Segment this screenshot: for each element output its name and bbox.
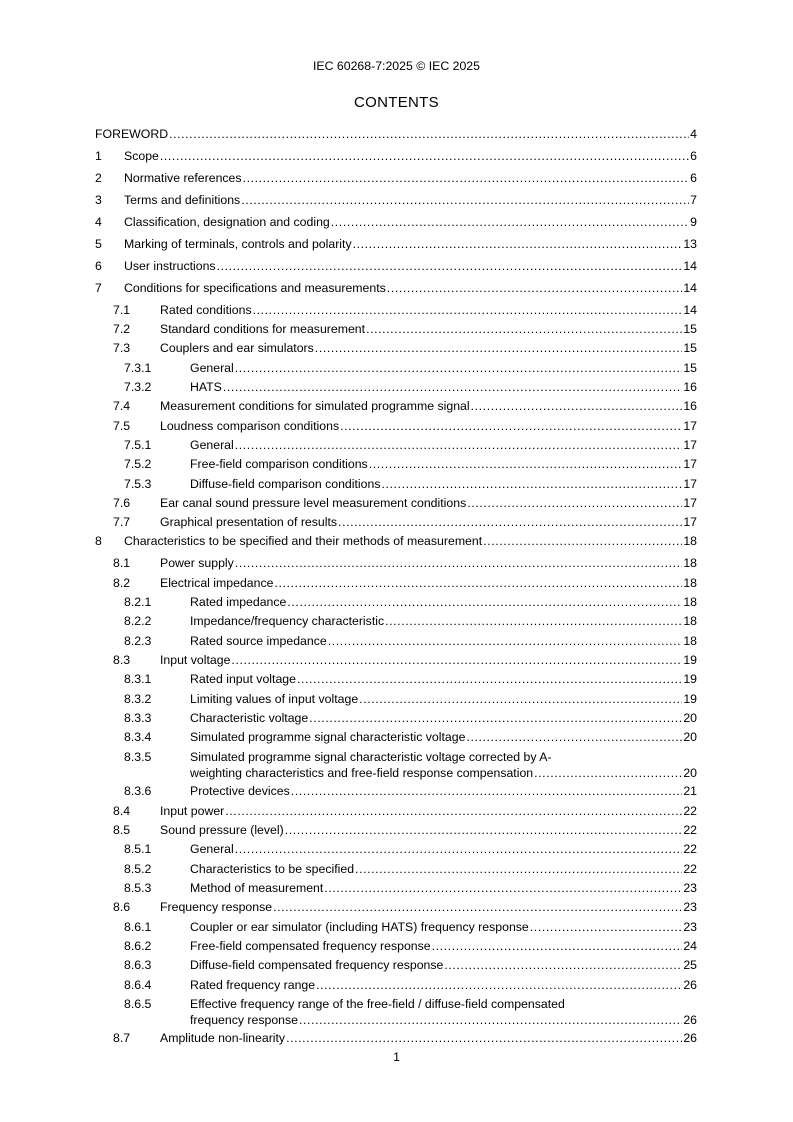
toc-entry-page: 15 <box>683 361 697 375</box>
dot-leader <box>235 360 683 376</box>
toc-entry-number: 8.3.1 <box>124 672 152 686</box>
toc-entry-number: 7.4 <box>113 399 131 413</box>
toc-entry-title: Frequency response <box>160 900 273 914</box>
toc-entry-number: 8.2.3 <box>124 634 152 648</box>
toc-entry-number: 8.7 <box>113 1031 131 1045</box>
toc-entry-title: Free-field compensated frequency response <box>190 939 431 953</box>
toc-entry-number: 8.5 <box>113 823 131 837</box>
toc-entry-title: User instructions <box>124 259 216 273</box>
dot-leader <box>353 236 683 252</box>
dot-leader <box>432 938 683 954</box>
toc-entry-title: Loudness comparison conditions <box>160 419 340 433</box>
toc-entry-number: 7.6 <box>113 496 131 510</box>
dot-leader <box>534 765 682 781</box>
toc-entry-page: 18 <box>683 576 697 590</box>
dot-leader <box>359 691 682 707</box>
toc-entry-title: General <box>190 438 234 452</box>
toc-entry-page: 18 <box>683 634 697 648</box>
toc-entry-page: 17 <box>683 419 697 433</box>
toc-entry-number: 8.1 <box>113 556 131 570</box>
toc-entry-title: Simulated programme signal characteristic voltage <box>190 730 466 744</box>
toc-entry-number: 8.5.1 <box>124 842 152 856</box>
toc-entry-page: 16 <box>683 380 697 394</box>
toc-entry-title: Graphical presentation of results <box>160 515 338 529</box>
toc-entry-title: Characteristics to be specified and their methods of measurement <box>124 534 483 548</box>
toc-entry-number: 8.6.4 <box>124 978 152 992</box>
toc-entry-title: Classification, designation and coding <box>124 215 330 229</box>
toc-entry-page: 7 <box>690 193 697 207</box>
dot-leader <box>309 710 682 726</box>
dot-leader <box>444 957 682 973</box>
toc-entry-number: 7.3.2 <box>124 380 152 394</box>
dot-leader <box>287 594 682 610</box>
toc-entry-number: 8.5.2 <box>124 862 152 876</box>
toc-entry-title: Normative references <box>124 171 242 185</box>
toc-entry-number: 7.5 <box>113 419 131 433</box>
dot-leader <box>324 880 682 896</box>
dot-leader <box>530 919 683 935</box>
toc-entry-title: Conditions for specifications and measurements <box>124 281 386 295</box>
toc-entry-number: 7.2 <box>113 322 131 336</box>
toc-entry-page: 13 <box>683 237 697 251</box>
document-header: IEC 60268-7:2025 © IEC 2025 <box>313 59 480 73</box>
dot-leader <box>235 841 683 857</box>
toc-entry-title: Free-field comparison conditions <box>190 457 368 471</box>
dot-leader <box>286 1030 682 1046</box>
toc-entry-number: 8 <box>95 534 102 548</box>
toc-entry-number: 7 <box>95 281 102 295</box>
dot-leader <box>471 398 683 414</box>
toc-entry-page: 17 <box>683 438 697 452</box>
dot-leader <box>483 533 682 549</box>
toc-entry-page: 18 <box>683 614 697 628</box>
toc-entry-number: 6 <box>95 259 102 273</box>
dot-leader <box>291 783 683 799</box>
dot-leader <box>223 379 682 395</box>
dot-leader <box>160 148 689 164</box>
toc-entry-page: 20 <box>683 766 697 780</box>
toc-title: CONTENTS <box>354 94 439 111</box>
toc-entry-number: 8.3.6 <box>124 784 152 798</box>
toc-entry-page: 14 <box>683 281 697 295</box>
toc-entry-page: 26 <box>683 1031 697 1045</box>
toc-entry-page: 6 <box>690 149 697 163</box>
toc-entry-page: 22 <box>683 862 697 876</box>
dot-leader <box>235 437 683 453</box>
toc-entry-title: Marking of terminals, controls and polarity <box>124 237 352 251</box>
toc-entry-title: Rated conditions <box>160 303 252 317</box>
toc-entry-number: 8.3.4 <box>124 730 152 744</box>
toc-entry-page: 21 <box>683 784 697 798</box>
toc-entry-title: Limiting values of input voltage <box>190 692 359 706</box>
toc-entry-title-first-line: Simulated programme signal characteristic voltage corrected by A- <box>190 750 552 764</box>
toc-entry-page: 23 <box>683 881 697 895</box>
dot-leader <box>381 476 682 492</box>
toc-entry-page: 22 <box>683 842 697 856</box>
toc-entry-title: Rated impedance <box>190 595 287 609</box>
toc-entry-title: Standard conditions for measurement <box>160 322 366 336</box>
toc-entry-title: Terms and definitions <box>124 193 241 207</box>
toc-entry-page: 17 <box>683 515 697 529</box>
dot-leader <box>217 258 683 274</box>
toc-entry-number: 8.6.3 <box>124 958 152 972</box>
toc-entry-title: Power supply <box>160 556 234 570</box>
dot-leader <box>340 418 682 434</box>
dot-leader <box>241 192 689 208</box>
toc-entry-page: 6 <box>690 171 697 185</box>
toc-entry-title: Characteristic voltage <box>190 711 309 725</box>
dot-leader <box>467 495 682 511</box>
toc-entry-page: 14 <box>683 259 697 273</box>
toc-entry-page: 26 <box>683 1013 697 1027</box>
toc-entry-number: 8.3.2 <box>124 692 152 706</box>
toc-entry-number: 8.6.1 <box>124 920 152 934</box>
toc-entry-title: Input voltage <box>160 653 231 667</box>
toc-entry-title: Rated frequency range <box>190 978 316 992</box>
toc-entry-page: 18 <box>683 595 697 609</box>
dot-leader <box>231 652 682 668</box>
toc-entry-page: 16 <box>683 399 697 413</box>
toc-entry-title: HATS <box>190 380 222 394</box>
toc-entry-page: 20 <box>683 730 697 744</box>
dot-leader <box>369 456 683 472</box>
dot-leader <box>385 613 682 629</box>
toc-entry-number: 8.5.3 <box>124 881 152 895</box>
toc-entry-title: Electrical impedance <box>160 576 274 590</box>
toc-entry-number: 3 <box>95 193 102 207</box>
toc-entry-title: Input power <box>160 804 225 818</box>
toc-entry-page: 17 <box>683 477 697 491</box>
toc-entry-title: Coupler or ear simulator (including HATS) frequency response <box>190 920 529 934</box>
toc-entry-number: 8.6 <box>113 900 131 914</box>
toc-entry-number: 1 <box>95 149 102 163</box>
dot-leader <box>466 729 682 745</box>
toc-entry-page: 4 <box>690 127 697 141</box>
toc-entry-number: 5 <box>95 237 102 251</box>
dot-leader <box>273 899 682 915</box>
toc-entry-title: Diffuse-field compensated frequency response <box>190 958 444 972</box>
toc-entry-number: 8.3 <box>113 653 131 667</box>
toc-entry-page: 19 <box>683 672 697 686</box>
toc-entry-number: 8.2.2 <box>124 614 152 628</box>
toc-entry-title: frequency response <box>190 1013 299 1027</box>
dot-leader <box>169 126 689 142</box>
dot-leader <box>355 861 682 877</box>
toc-entry-number: 8.2.1 <box>124 595 152 609</box>
toc-entry-number: 7.5.1 <box>124 438 152 452</box>
toc-entry-page: 18 <box>683 556 697 570</box>
toc-entry-title: Rated source impedance <box>190 634 327 648</box>
toc-entry-title: Rated input voltage <box>190 672 296 686</box>
toc-entry-title: Measurement conditions for simulated programme signal <box>160 399 470 413</box>
page-number: 1 <box>393 1050 400 1064</box>
toc-entry-page: 18 <box>683 534 697 548</box>
dot-leader <box>225 803 682 819</box>
dot-leader <box>316 977 682 993</box>
toc-entry-title: Couplers and ear simulators <box>160 341 314 355</box>
toc-entry-number: 8.3.5 <box>124 750 152 764</box>
dot-leader <box>328 633 683 649</box>
toc-entry-page: 14 <box>683 303 697 317</box>
toc-entry-title: FOREWORD <box>95 127 169 141</box>
toc-entry-page: 25 <box>683 958 697 972</box>
toc-entry-title: weighting characteristics and free-field response compensation <box>190 766 534 780</box>
dot-leader <box>366 321 682 337</box>
toc-entry-title: Scope <box>124 149 159 163</box>
toc-entry-number: 2 <box>95 171 102 185</box>
toc-entry-page: 17 <box>683 457 697 471</box>
toc-entry-number: 7.5.2 <box>124 457 152 471</box>
toc-entry-number: 7.1 <box>113 303 131 317</box>
toc-entry-number: 8.4 <box>113 804 131 818</box>
toc-entry-number: 7.3.1 <box>124 361 152 375</box>
toc-entry-title: General <box>190 361 234 375</box>
toc-entry-title: Impedance/frequency characteristic <box>190 614 385 628</box>
toc-entry-title: Characteristics to be specified <box>190 862 355 876</box>
toc-entry-title: Diffuse-field comparison conditions <box>190 477 381 491</box>
toc-entry-page: 20 <box>683 711 697 725</box>
toc-entry-number: 4 <box>95 215 102 229</box>
toc-entry-page: 23 <box>683 920 697 934</box>
dot-leader <box>299 1012 682 1028</box>
toc-entry-page: 15 <box>683 341 697 355</box>
toc-entry-page: 23 <box>683 900 697 914</box>
toc-entry-page: 17 <box>683 496 697 510</box>
toc-entry-page: 19 <box>683 653 697 667</box>
toc-entry-title-first-line: Effective frequency range of the free-field / diffuse-field compensated <box>190 997 565 1011</box>
toc-entry-title: Amplitude non-linearity <box>160 1031 286 1045</box>
toc-entry-number: 8.6.5 <box>124 997 152 1011</box>
toc-entry-number: 8.3.3 <box>124 711 152 725</box>
dot-leader <box>243 170 690 186</box>
toc-entry-page: 22 <box>683 804 697 818</box>
dot-leader <box>331 214 689 230</box>
toc-entry-title: Protective devices <box>190 784 290 798</box>
dot-leader <box>315 340 683 356</box>
toc-entry-title: General <box>190 842 234 856</box>
toc-entry-number: 8.6.2 <box>124 939 152 953</box>
toc-entry-page: 9 <box>690 215 697 229</box>
toc-entry-title: Sound pressure (level) <box>160 823 284 837</box>
toc-entry-page: 15 <box>683 322 697 336</box>
dot-leader <box>235 555 682 571</box>
toc-entry-title: Ear canal sound pressure level measurement conditions <box>160 496 467 510</box>
dot-leader <box>274 575 682 591</box>
toc-entry-page: 19 <box>683 692 697 706</box>
dot-leader <box>285 822 683 838</box>
toc-entry-number: 7.3 <box>113 341 131 355</box>
dot-leader <box>297 671 682 687</box>
dot-leader <box>253 302 683 318</box>
toc-entry-page: 26 <box>683 978 697 992</box>
toc-entry-number: 7.5.3 <box>124 477 152 491</box>
toc-entry-number: 7.7 <box>113 515 131 529</box>
toc-entry-number: 8.2 <box>113 576 131 590</box>
dot-leader <box>338 514 682 530</box>
toc-entry-page: 24 <box>683 939 697 953</box>
toc-entry-title: Method of measurement <box>190 881 324 895</box>
toc-entry-page: 22 <box>683 823 697 837</box>
dot-leader <box>387 280 683 296</box>
